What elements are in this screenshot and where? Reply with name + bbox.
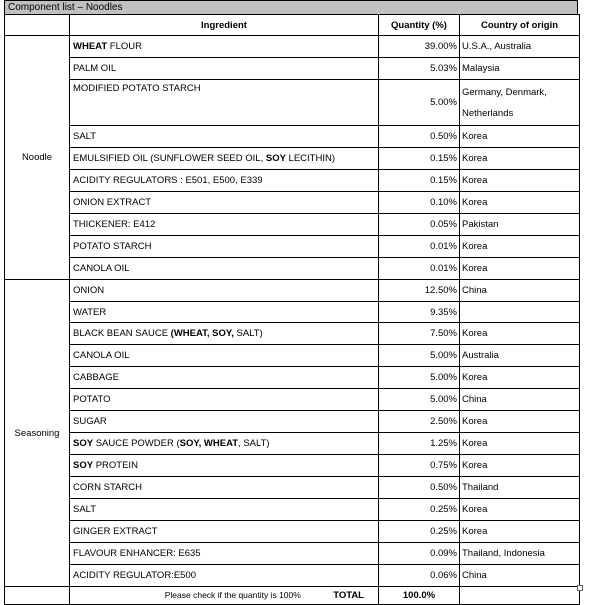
quantity-cell: 5.03% <box>379 58 460 80</box>
ingredient-cell <box>70 433 379 455</box>
ingredient-text: CANOLA OIL <box>73 263 130 274</box>
quantity-cell: 5.00% <box>379 80 460 126</box>
total-origin-empty <box>460 587 580 605</box>
quantity-cell: 0.25% <box>379 499 460 521</box>
table-row <box>5 367 580 389</box>
ingredient-cell <box>70 455 379 477</box>
quantity-cell: 1.25% <box>379 433 460 455</box>
ingredient-text: CORN STARCH <box>73 482 142 493</box>
table-row <box>5 170 580 192</box>
table-row <box>5 433 580 455</box>
group-label: Seasoning <box>5 280 70 587</box>
origin-cell: Korea <box>460 433 580 455</box>
table-row <box>5 126 580 148</box>
table-row <box>5 477 580 499</box>
origin-cell: Malaysia <box>460 58 580 80</box>
ingredient-cell <box>70 521 379 543</box>
quantity-cell: 0.25% <box>379 521 460 543</box>
origin-cell: Korea <box>460 148 580 170</box>
ingredient-cell <box>70 477 379 499</box>
header-row <box>5 15 580 36</box>
total-value: 100.0% <box>379 587 460 605</box>
ingredient-text: SUGAR <box>73 416 107 427</box>
quantity-cell: 2.50% <box>379 411 460 433</box>
quantity-cell: 0.06% <box>379 565 460 587</box>
ingredient-cell <box>70 345 379 367</box>
origin-cell: Korea <box>460 236 580 258</box>
table-row <box>5 236 580 258</box>
component-sheet <box>4 0 578 605</box>
origin-cell: Thailand <box>460 477 580 499</box>
ingredient-text: ONION EXTRACT <box>73 197 152 208</box>
table-row <box>5 499 580 521</box>
table-row <box>5 192 580 214</box>
origin-cell: Korea <box>460 499 580 521</box>
origin-cell: Korea <box>460 126 580 148</box>
origin-cell: Korea <box>460 192 580 214</box>
resize-handle[interactable] <box>577 585 583 591</box>
table-row <box>5 565 580 587</box>
origin-cell: China <box>460 280 580 302</box>
ingredient-text: ACIDITY REGULATORS : E501, E500, E339 <box>73 175 263 186</box>
allergen-text: SOY <box>73 438 94 449</box>
ingredient-text: ACIDITY REGULATOR:E500 <box>73 570 197 581</box>
table-row <box>5 258 580 280</box>
ingredient-cell <box>70 236 379 258</box>
ingredient-text: FLAVOUR ENHANCER: E635 <box>73 548 201 559</box>
origin-cell: Korea <box>460 455 580 477</box>
table-row <box>5 280 580 302</box>
total-label: TOTAL <box>333 590 364 601</box>
ingredient-cell <box>70 499 379 521</box>
group-header <box>5 15 70 36</box>
ingredient-cell <box>70 36 379 58</box>
ingredient-text: EMULSIFIED OIL (SUNFLOWER SEED OIL, <box>73 153 266 164</box>
origin-cell: Korea <box>460 521 580 543</box>
ingredient-cell <box>70 543 379 565</box>
origin-cell: China <box>460 565 580 587</box>
table-row <box>5 80 580 126</box>
quantity-cell: 5.00% <box>379 389 460 411</box>
quantity-cell: 0.01% <box>379 236 460 258</box>
origin-cell: Korea <box>460 367 580 389</box>
total-note-cell <box>70 587 379 605</box>
table-row <box>5 148 580 170</box>
ingredient-cell <box>70 411 379 433</box>
quantity-cell: 0.50% <box>379 477 460 499</box>
ingredient-text: POTATO STARCH <box>73 241 152 252</box>
ingredient-cell <box>70 214 379 236</box>
ingredient-cell <box>70 80 379 126</box>
table-row <box>5 36 580 58</box>
ingredient-cell <box>70 367 379 389</box>
ingredient-text: PROTEIN <box>93 460 138 471</box>
ingredient-text: GINGER EXTRACT <box>73 526 158 537</box>
ingredient-text: SALT) <box>233 328 263 339</box>
group-label: Noodle <box>5 36 70 280</box>
origin-cell: Korea <box>460 170 580 192</box>
origin-cell: U.S.A., Australia <box>460 36 580 58</box>
table-row <box>5 214 580 236</box>
table-row <box>5 58 580 80</box>
ingredient-cell <box>70 389 379 411</box>
table-row <box>5 345 580 367</box>
quantity-cell: 0.10% <box>379 192 460 214</box>
quantity-cell: 9.35% <box>379 302 460 323</box>
component-table <box>4 14 580 605</box>
quantity-cell: 39.00% <box>379 36 460 58</box>
allergen-text: WHEAT <box>73 41 108 52</box>
allergen-text: SOY, WHEAT <box>179 438 239 449</box>
quantity-header: Quantity (%) <box>379 15 460 36</box>
table-row <box>5 455 580 477</box>
table-row <box>5 521 580 543</box>
ingredient-cell <box>70 148 379 170</box>
origin-cell: Korea <box>460 323 580 345</box>
ingredient-text: SALT <box>73 131 97 142</box>
ingredient-text: THICKENER: E412 <box>73 219 156 230</box>
quantity-cell: 0.15% <box>379 148 460 170</box>
quantity-cell: 7.50% <box>379 323 460 345</box>
allergen-text: (WHEAT, SOY, <box>170 328 234 339</box>
origin-cell <box>460 302 580 323</box>
origin-header: Country of origin <box>460 15 580 36</box>
ingredient-cell <box>70 258 379 280</box>
quantity-cell: 0.05% <box>379 214 460 236</box>
ingredient-text: LECITHIN) <box>285 153 336 164</box>
ingredient-text: WATER <box>73 306 107 318</box>
ingredient-cell <box>70 565 379 587</box>
ingredient-cell <box>70 302 379 323</box>
ingredient-cell <box>70 323 379 345</box>
total-spacer <box>5 587 70 605</box>
ingredient-cell <box>70 126 379 148</box>
ingredient-cell <box>70 280 379 302</box>
quantity-cell: 5.00% <box>379 367 460 389</box>
origin-cell: China <box>460 389 580 411</box>
ingredient-text: CABBAGE <box>73 372 119 383</box>
quantity-cell: 0.01% <box>379 258 460 280</box>
allergen-text: SOY <box>73 460 94 471</box>
table-row <box>5 302 580 323</box>
table-row <box>5 543 580 565</box>
origin-cell: Germany, Denmark, Netherlands <box>460 80 580 126</box>
ingredient-text: SALT <box>73 504 97 515</box>
origin-cell: Pakistan <box>460 214 580 236</box>
allergen-text: SOY <box>265 153 286 164</box>
ingredient-cell <box>70 192 379 214</box>
table-row <box>5 411 580 433</box>
origin-cell: Australia <box>460 345 580 367</box>
table-row <box>5 323 580 345</box>
quantity-cell: 0.15% <box>379 170 460 192</box>
quantity-cell: 0.75% <box>379 455 460 477</box>
quantity-cell: 12.50% <box>379 280 460 302</box>
ingredient-text: PALM OIL <box>73 63 117 74</box>
ingredient-text: ONION <box>73 285 105 296</box>
ingredient-text: MODIFIED POTATO STARCH <box>73 83 201 94</box>
ingredient-text: BLACK BEAN SAUCE <box>73 328 171 339</box>
ingredient-cell <box>70 58 379 80</box>
origin-cell: Korea <box>460 258 580 280</box>
table-body <box>5 36 580 587</box>
check-note: Please check if the quantity is 100% <box>164 590 301 600</box>
ingredient-text: CANOLA OIL <box>73 350 130 361</box>
ingredient-text: POTATO <box>73 394 111 405</box>
quantity-cell: 5.00% <box>379 345 460 367</box>
table-row <box>5 389 580 411</box>
ingredient-cell <box>70 170 379 192</box>
ingredient-header: Ingredient <box>70 15 379 36</box>
sheet-title: Component list – Noodles <box>4 0 578 14</box>
total-row <box>5 587 580 605</box>
quantity-cell: 0.09% <box>379 543 460 565</box>
origin-cell: Thailand, Indonesia <box>460 543 580 565</box>
ingredient-text: FLOUR <box>107 41 142 52</box>
ingredient-text: , SALT) <box>238 438 270 449</box>
ingredient-text: SAUCE POWDER ( <box>93 438 180 449</box>
origin-cell: Korea <box>460 411 580 433</box>
quantity-cell: 0.50% <box>379 126 460 148</box>
